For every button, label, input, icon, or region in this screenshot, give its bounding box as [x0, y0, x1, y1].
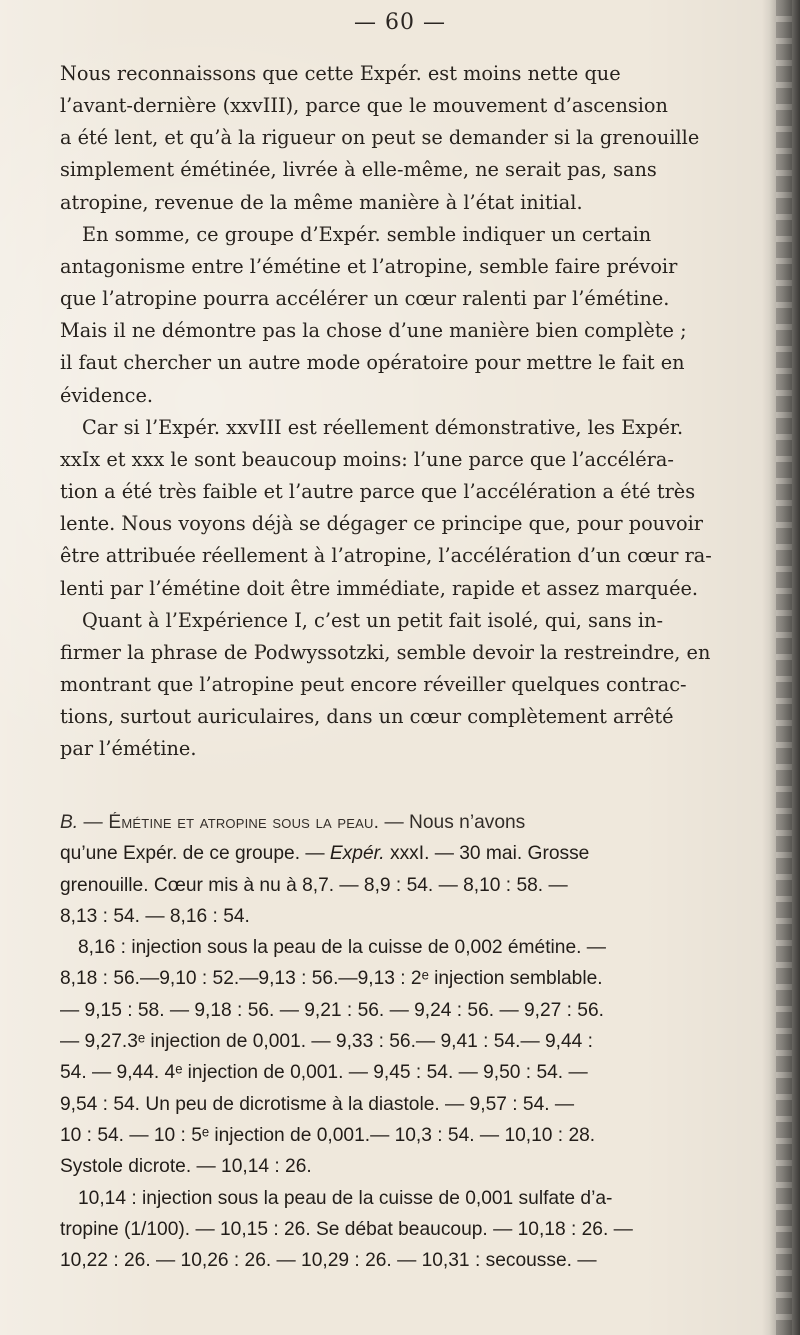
text-line: 8,18 : 56.—9,10 : 52.—9,13 : 56.—9,13 : 2ᵉ injection semblable. — [60, 968, 603, 990]
text-line: antagonisme entre l’émétine et l’atropine, semble faire prévoir — [60, 254, 678, 278]
text-line: lente. Nous voyons déjà se dégager ce principe que, pour pouvoir — [60, 512, 703, 536]
text-line: Mais il ne démontre pas la chose d’une manière bien complète ; — [60, 319, 687, 343]
text-line: simplement émétinée, livrée à elle-même, ne serait pas, sans — [60, 158, 657, 182]
text-line: tions, surtout auriculaires, dans un cœur complètement arrêté — [60, 705, 674, 729]
text-line: Systole dicrote. — 10,14 : 26. — [60, 1156, 312, 1178]
section-header-line — [60, 807, 768, 838]
page-number: — 60 — — [354, 10, 446, 35]
text-line: — 9,15 : 58. — 9,18 : 56. — 9,21 : 56. — 9,24 : 56. — 9,27 : 56. — [60, 999, 604, 1021]
text-line: xxIx et xxx le sont beaucoup moins: l’une parce que l’accéléra- — [60, 447, 674, 471]
section-letter: B. — [60, 812, 79, 833]
text-line: Nous reconnaissons que cette Expér. est moins nette que — [60, 62, 621, 85]
text-line: En somme, ce groupe d’Expér. semble indiquer un certain — [82, 222, 652, 246]
text-line: 9,54 : 54. Un peu de dicrotisme à la diastole. — 9,57 : 54. — — [60, 1093, 575, 1115]
text-line — [60, 838, 768, 869]
text-line: atropine, revenue de la même manière à l’état initial. — [60, 190, 583, 214]
text-fragment: xxxI. — 30 mai. Grosse — [389, 843, 590, 865]
section-heading-suffix: — Nous n’avons — [384, 812, 526, 833]
text-line: lenti par l’émétine doit être immédiate, rapide et assez marquée. — [60, 576, 699, 600]
text-line: par l’émétine. — [60, 737, 197, 761]
text-line: il faut chercher un autre mode opératoire pour mettre le fait en — [60, 351, 685, 375]
text-line: être attribuée réellement à l’atropine, l’accélération d’un cœur ra- — [60, 544, 712, 568]
text-line: Car si l’Expér. xxvIII est réellement démonstrative, les Expér. — [82, 415, 684, 439]
text-line: tion a été très faible et l’autre parce que l’accélération a été très — [60, 480, 696, 504]
text-line: tropine (1/100). — 10,15 : 26. Se débat beaucoup. — 10,18 : 26. — — [60, 1218, 633, 1240]
text-line: évidence. — [60, 383, 153, 407]
text-line: firmer la phrase de Podwyssotzki, semble devoir la restreindre, en — [60, 640, 711, 664]
text-fragment: qu’une Expér. de ce groupe. — — [60, 843, 330, 865]
text-line: 8,16 : injection sous la peau de la cuisse de 0,002 émétine. — — [78, 937, 606, 959]
section-heading: — Émétine et atropine sous la peau. — [83, 812, 380, 833]
text-line: a été lent, et qu’à la rigueur on peut se demander si la grenouille — [60, 126, 700, 150]
text-line: — 9,27.3ᵉ injection de 0,001. — 9,33 : 56.— 9,41 : 54.— 9,44 : — [60, 1031, 593, 1053]
text-line: montrant que l’atropine peut encore réveiller quelques contrac- — [60, 672, 687, 696]
text-line: Quant à l’Expérience I, c’est un petit fait isolé, qui, sans in- — [82, 608, 663, 632]
text-line: 10 : 54. — 10 : 5ᵉ injection de 0,001.— 10,3 : 54. — 10,10 : 28. — [60, 1124, 596, 1146]
text-line: 54. — 9,44. 4ᵉ injection de 0,001. — 9,45 : 54. — 9,50 : 54. — — [60, 1062, 588, 1084]
text-line: 10,14 : injection sous la peau de la cuisse de 0,001 sulfate d’a- — [78, 1187, 613, 1209]
text-line: 10,22 : 26. — 10,26 : 26. — 10,29 : 26. — 10,31 : secousse. — — [60, 1250, 597, 1272]
text-line: que l’atropine pourra accélérer un cœur ralenti par l’émétine. — [60, 287, 670, 311]
lower-text-block — [60, 807, 768, 1276]
experiment-reference: Expér. — [329, 843, 385, 865]
text-line: 8,13 : 54. — 8,16 : 54. — [60, 905, 250, 927]
text-line: grenouille. Cœur mis à nu à 8,7. — 8,9 : 54. — 8,10 : 58. — — [60, 874, 568, 896]
text-line: l’avant-dernière (xxvIII), parce que le mouvement d’ascension — [60, 94, 668, 118]
upper-text-block — [60, 58, 760, 765]
page-edge-strip — [776, 0, 792, 1335]
